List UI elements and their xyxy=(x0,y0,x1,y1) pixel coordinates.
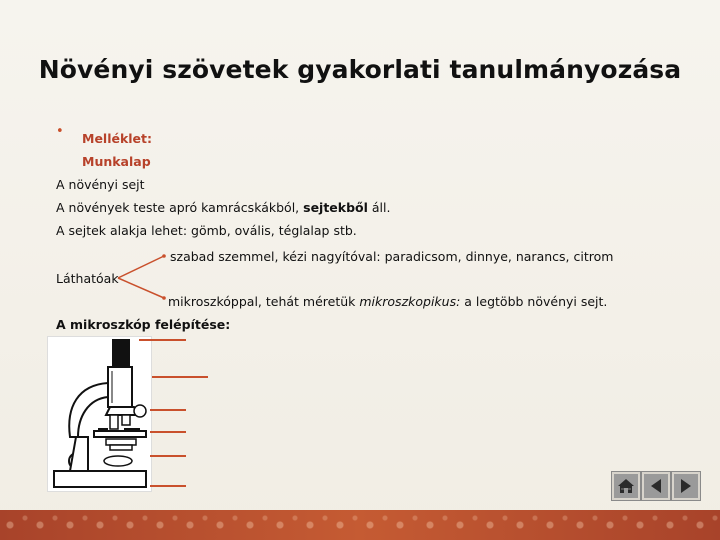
line2-part-c: áll. xyxy=(367,200,391,215)
callout-objective xyxy=(150,409,186,411)
melleklet-label: Melléklet: xyxy=(82,131,153,146)
next-triangle-icon xyxy=(677,477,695,495)
callout-mirror xyxy=(150,455,186,457)
lathatoak-label: Láthatóak xyxy=(56,271,119,286)
microscope-image xyxy=(47,336,152,492)
munkalap-label: Munkalap xyxy=(82,154,151,169)
home-button[interactable] xyxy=(612,472,640,500)
callout-eyepiece xyxy=(139,339,186,341)
branch-dot-top xyxy=(162,254,166,258)
branch-line-bottom xyxy=(118,278,164,298)
home-icon xyxy=(617,477,635,495)
prev-button[interactable] xyxy=(642,472,670,500)
callout-base xyxy=(150,485,186,487)
callout-stage xyxy=(150,431,186,433)
branch-top-text: szabad szemmel, kézi nagyítóval: paradicsom, dinnye, narancs, citrom xyxy=(170,249,614,264)
slide-title: Növényi szövetek gyakorlati tanulmányozása xyxy=(38,55,682,84)
microscope-icon xyxy=(48,337,151,491)
line2-part-a: A növények teste apró kamrácskákból, xyxy=(56,200,304,215)
line2-part-sejtekbol: sejtekből xyxy=(303,200,368,215)
bullet-marker: • xyxy=(56,124,64,139)
branch-bottom-text xyxy=(168,294,607,309)
microscope-heading: A mikroszkóp felépítése: xyxy=(56,317,231,332)
line-sejtek-alakja: A sejtek alakja lehet: gömb, ovális, téglalap stb. xyxy=(56,223,357,238)
prev-triangle-icon xyxy=(647,477,665,495)
branch-bottom-part-a: mikroszkóppal, tehát méretük xyxy=(168,294,360,309)
next-button[interactable] xyxy=(672,472,700,500)
branch-bottom-part-c: a legtöbb növényi sejt. xyxy=(460,294,608,309)
line-novenyek-teste xyxy=(56,200,390,215)
callout-tube xyxy=(152,376,208,378)
line-noveny-sejt: A növényi sejt xyxy=(56,177,145,192)
branch-line-top xyxy=(118,256,164,278)
footer-decoration xyxy=(0,510,720,540)
branch-bottom-italic: mikroszkopikus: xyxy=(359,294,461,309)
branch-dot-bottom xyxy=(162,296,166,300)
